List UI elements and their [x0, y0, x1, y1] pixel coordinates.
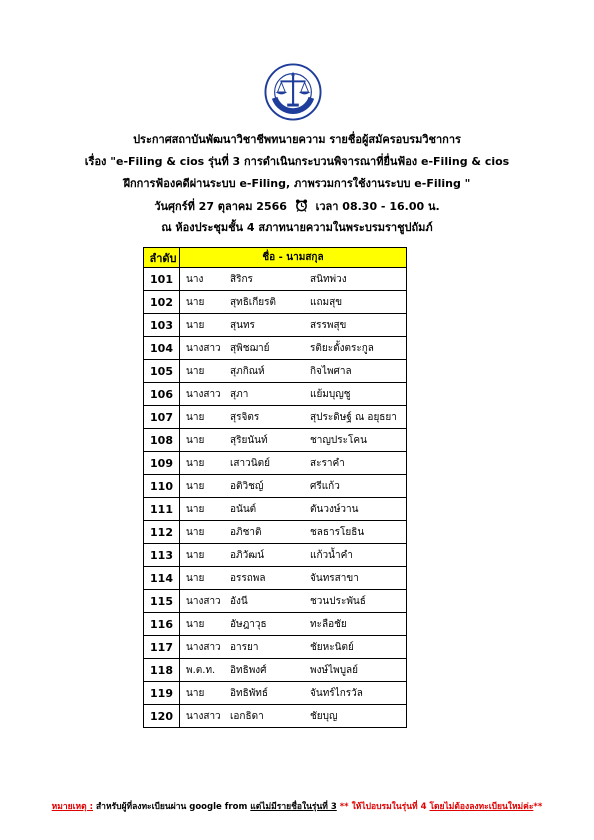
table-row — [144, 291, 407, 314]
first-name: อิทธิพัทธ์ — [230, 687, 268, 699]
first-name: เอกธิดา — [230, 710, 264, 722]
name-title: นาย — [186, 687, 205, 699]
first-name: สุภกิณห์ — [230, 365, 265, 377]
table-row — [144, 475, 407, 498]
table-row — [144, 360, 407, 383]
last-name: รติยะตั้งตระกูล — [310, 342, 374, 354]
first-name: อติวิชญ์ — [230, 480, 264, 492]
row-number: 107 — [144, 406, 180, 429]
table-row — [144, 337, 407, 360]
course-subject-cont: ฝึกการฟ้องคดีผ่านระบบ e-Filing, ภาพรวมการใช้งานระบบ e-Filing " — [123, 177, 471, 190]
last-name: จันทร์ไกรวัล — [310, 687, 363, 699]
last-name: ชัยหะนิตย์ — [310, 641, 354, 653]
row-number: 118 — [144, 659, 180, 682]
row-number: 109 — [144, 452, 180, 475]
row-name-cell — [180, 383, 407, 406]
name-title: นาง — [186, 273, 204, 285]
table-row — [144, 521, 407, 544]
table-row — [144, 429, 407, 452]
row-name-cell — [180, 498, 407, 521]
last-name: ชัยบุญ — [310, 710, 338, 722]
first-name: อิทธิพงศ์ — [230, 664, 267, 676]
row-number: 104 — [144, 337, 180, 360]
alarm-clock-icon — [295, 199, 308, 212]
name-title: นาย — [186, 618, 205, 630]
first-name: สุภา — [230, 388, 249, 400]
row-name-cell — [180, 590, 407, 613]
last-name: สรรพสุข — [310, 319, 347, 331]
name-title: นาย — [186, 296, 205, 308]
footnote — [0, 799, 594, 813]
institute-logo-icon — [264, 63, 322, 121]
last-name: สนิทพ่วง — [310, 273, 347, 285]
table-row — [144, 682, 407, 705]
name-title: นางสาว — [186, 641, 221, 653]
row-number: 103 — [144, 314, 180, 337]
name-title: พ.ต.ท. — [186, 664, 216, 676]
last-name: สะราคำ — [310, 457, 345, 469]
announcement-title: ประกาศสถาบันพัฒนาวิชาชีพทนายความ รายชื่อผู้สมัครอบรมวิชาการ — [133, 133, 461, 146]
note-highlight-1: แต่ไม่มีรายชื่อในรุ่นที่ 3 — [250, 802, 337, 812]
first-name: อภิชาติ — [230, 526, 262, 538]
row-name-cell — [180, 659, 407, 682]
note-tail: ** — [533, 802, 543, 812]
course-date: วันศุกร์ที่ 27 ตุลาคม 2566 — [154, 200, 287, 213]
last-name: ชลธารโยธิน — [310, 526, 365, 538]
row-name-cell — [180, 314, 407, 337]
row-name-cell — [180, 682, 407, 705]
name-title: นาย — [186, 480, 205, 492]
name-title: นาย — [186, 503, 205, 515]
table-row — [144, 452, 407, 475]
row-name-cell — [180, 567, 407, 590]
date-time-line — [0, 199, 594, 213]
row-name-cell — [180, 291, 407, 314]
table-header-row — [144, 248, 407, 268]
row-name-cell — [180, 406, 407, 429]
last-name: แถมสุข — [310, 296, 343, 308]
row-name-cell — [180, 360, 407, 383]
name-title: นาย — [186, 526, 205, 538]
first-name: สุริยนันท์ — [230, 434, 268, 446]
name-title: นาย — [186, 572, 205, 584]
row-number: 105 — [144, 360, 180, 383]
last-name: พงษ์ไพบูลย์ — [310, 664, 359, 676]
row-number: 110 — [144, 475, 180, 498]
row-number: 108 — [144, 429, 180, 452]
name-title: นาย — [186, 365, 205, 377]
first-name: อังนี — [230, 595, 248, 607]
last-name: จันทรสาขา — [310, 572, 359, 584]
note-label: หมายเหตุ : — [51, 802, 94, 812]
row-name-cell — [180, 636, 407, 659]
first-name: สุนทร — [230, 319, 255, 331]
row-number: 116 — [144, 613, 180, 636]
participants-table — [143, 247, 407, 728]
first-name: อภิวัฒน์ — [230, 549, 265, 561]
note-text-1: สำหรับผู้ที่ลงทะเบียนผ่าน google from — [93, 802, 251, 812]
last-name: ศรีแก้ว — [310, 480, 340, 492]
row-name-cell — [180, 613, 407, 636]
table-row — [144, 705, 407, 728]
name-title: นางสาว — [186, 710, 221, 722]
last-name: ชาญประโคน — [310, 434, 367, 446]
name-title: นางสาว — [186, 595, 221, 607]
table-row — [144, 590, 407, 613]
row-name-cell — [180, 521, 407, 544]
table-row — [144, 613, 407, 636]
row-number: 119 — [144, 682, 180, 705]
table-row — [144, 636, 407, 659]
table-row — [144, 498, 407, 521]
table-row — [144, 314, 407, 337]
row-name-cell — [180, 475, 407, 498]
row-name-cell — [180, 337, 407, 360]
table-row — [144, 383, 407, 406]
row-number: 113 — [144, 544, 180, 567]
row-number: 101 — [144, 268, 180, 291]
name-title: นาย — [186, 457, 205, 469]
row-name-cell — [180, 544, 407, 567]
row-number: 102 — [144, 291, 180, 314]
row-number: 115 — [144, 590, 180, 613]
last-name: ตันวงษ์วาน — [310, 503, 359, 515]
table-row — [144, 659, 407, 682]
first-name: สุพิชฌาย์ — [230, 342, 270, 354]
row-number: 106 — [144, 383, 180, 406]
row-number: 114 — [144, 567, 180, 590]
first-name: เสาวนิตย์ — [230, 457, 270, 469]
row-number: 111 — [144, 498, 180, 521]
name-title: นาย — [186, 319, 205, 331]
first-name: อนันต์ — [230, 503, 257, 515]
row-name-cell — [180, 429, 407, 452]
first-name: อรรถพล — [230, 572, 266, 584]
column-header-number: ลำดับ — [144, 248, 180, 268]
last-name: ชวนประพันธ์ — [310, 595, 366, 607]
column-header-name: ชื่อ - นามสกุล — [180, 248, 407, 268]
first-name: อารยา — [230, 641, 259, 653]
table-row — [144, 406, 407, 429]
first-name: สิริกร — [230, 273, 253, 285]
name-title: นาย — [186, 434, 205, 446]
row-name-cell — [180, 705, 407, 728]
last-name: ทะลือชัย — [310, 618, 347, 630]
row-number: 117 — [144, 636, 180, 659]
last-name: แก้วน้ำคำ — [310, 549, 353, 561]
row-name-cell — [180, 452, 407, 475]
first-name: อัษฎาวุธ — [230, 618, 267, 630]
last-name: สุประดิษฐ์ ณ อยุธยา — [310, 411, 397, 423]
first-name: สุทธิเกียรติ — [230, 296, 276, 308]
last-name: กิจไพศาล — [310, 365, 352, 377]
row-name-cell — [180, 268, 407, 291]
name-title: นางสาว — [186, 388, 221, 400]
table-row — [144, 268, 407, 291]
note-highlight-2: โดยไม่ต้องลงทะเบียนใหม่ค่ะ — [429, 802, 534, 812]
note-text-2: ** ให้ไปอบรมในรุ่นที่ 4 — [336, 802, 430, 812]
course-subject: เรื่อง "e-Filing & cios รุ่นที่ 3 การดำเนินกระบวนพิจารณาที่ยื่นฟ้อง e-Filing & cios — [84, 155, 510, 168]
table-row — [144, 567, 407, 590]
name-title: นางสาว — [186, 342, 221, 354]
name-title: นาย — [186, 549, 205, 561]
first-name: สุรจิตร — [230, 411, 260, 423]
name-title: นาย — [186, 411, 205, 423]
row-number: 112 — [144, 521, 180, 544]
row-number: 120 — [144, 705, 180, 728]
course-venue: ณ ห้องประชุมชั้น 4 สภาทนายความในพระบรมราชูปถัมภ์ — [161, 221, 433, 234]
course-time: เวลา 08.30 - 16.00 น. — [315, 200, 440, 213]
table-row — [144, 544, 407, 567]
last-name: แย้มบุญชู — [310, 388, 351, 400]
